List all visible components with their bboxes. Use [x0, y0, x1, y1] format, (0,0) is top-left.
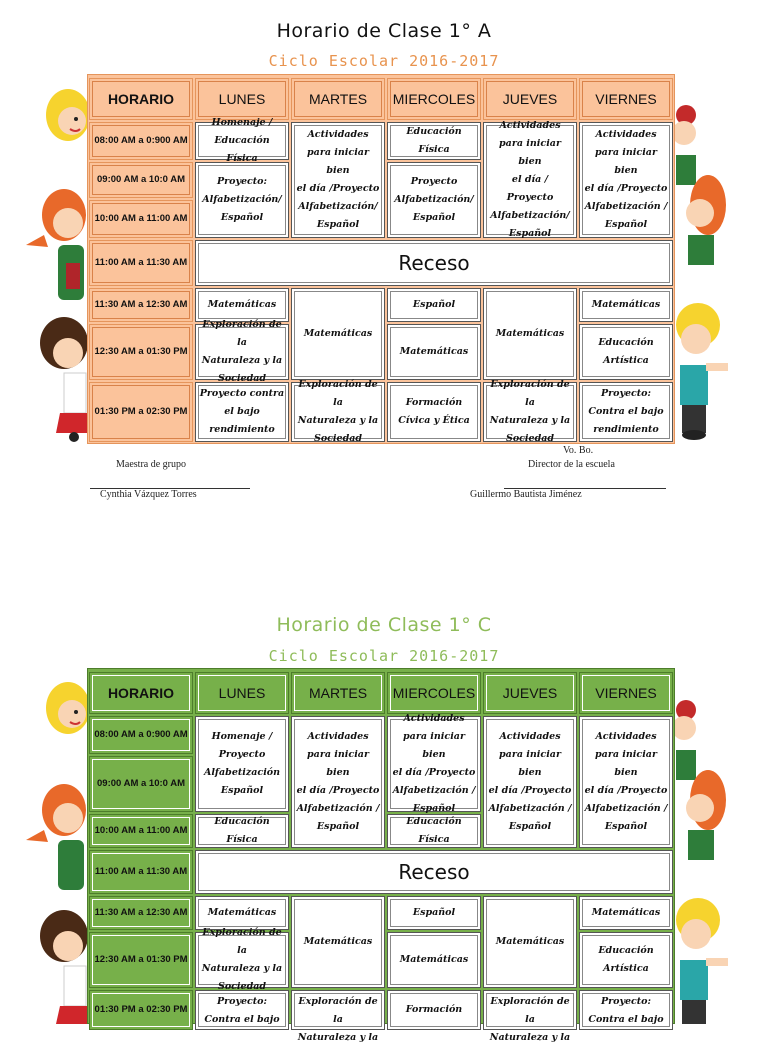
time-slot: 11:00 AM a 11:30 AM: [89, 850, 193, 894]
kid-blonde-girl-icon: [40, 85, 90, 165]
class-cell: Exploración de la Naturaleza y la Sociedad: [195, 324, 289, 380]
class-cell: Exploración de la Naturaleza y la: [483, 990, 577, 1030]
recess-row: Receso: [195, 850, 673, 894]
class-cell: Proyecto: Contra el bajo: [195, 990, 289, 1030]
class-cell: Español: [387, 288, 481, 322]
class-cell: Matemáticas: [483, 896, 577, 988]
schedule-a-title: Horario de Clase 1° A: [276, 20, 492, 42]
schedule-c-cycle: Ciclo Escolar 2016-2017: [268, 647, 500, 665]
class-cell: Formación: [387, 990, 481, 1030]
time-slot: 10:00 AM a 11:00 AM: [89, 200, 193, 238]
time-slot: 09:00 AM a 10:0 AM: [89, 162, 193, 198]
header-jueves: JUEVES: [483, 78, 577, 120]
time-slot: 11:30 AM a 12:30 AM: [89, 288, 193, 322]
schedule-c: [0, 600, 768, 1043]
kid-boy-icon: [676, 295, 736, 445]
kid-blonde-girl-icon: [40, 678, 90, 758]
class-cell: Exploración de la Naturaleza y la Sociedad: [291, 382, 385, 442]
time-slot: 10:00 AM a 11:00 AM: [89, 814, 193, 848]
class-cell: Exploración de la Naturaleza y la: [291, 990, 385, 1030]
recess-row: Receso: [195, 240, 673, 286]
class-cell: Matemáticas: [291, 288, 385, 380]
time-slot: 11:00 AM a 11:30 AM: [89, 240, 193, 286]
schedule-c-title: Horario de Clase 1° C: [276, 614, 492, 636]
kid-boy-icon: [676, 890, 736, 1024]
kid-redhead-girl-icon: [676, 95, 726, 265]
header-miercoles: MIERCOLES: [387, 78, 481, 120]
class-cell: Actividades para iniciar bien el día /Proyecto Alfabetización / Español: [579, 716, 673, 848]
class-cell: Actividades para iniciar bien el día /Proyecto Alfabetización / Español: [579, 122, 673, 238]
kid-brunette-girl-icon: [26, 315, 90, 445]
class-cell: Educación Artística: [579, 324, 673, 380]
header-viernes: VIERNES: [579, 78, 673, 120]
class-cell: Matemáticas: [387, 324, 481, 380]
class-cell: Proyecto: Contra el bajo rendimiento: [579, 382, 673, 442]
class-cell: Matemáticas: [483, 288, 577, 380]
time-slot: 09:00 AM a 10:0 AM: [89, 756, 193, 812]
header-martes: MARTES: [291, 78, 385, 120]
class-cell: Matemáticas: [195, 288, 289, 322]
class-cell: Matemáticas: [579, 288, 673, 322]
teacher-role: Maestra de grupo: [116, 459, 186, 470]
class-cell: Proyecto: Contra el bajo: [579, 990, 673, 1030]
header-jueves: JUEVES: [483, 672, 577, 714]
class-cell: Exploración de la Naturaleza y la Sociedad: [483, 382, 577, 442]
class-cell: Proyecto contra el bajo rendimiento: [195, 382, 289, 442]
class-cell: Exploración de la Naturaleza y la Sociedad: [195, 932, 289, 988]
time-slot: 08:00 AM a 0:900 AM: [89, 122, 193, 160]
class-cell: Español: [387, 896, 481, 930]
class-cell: Actividades para iniciar bien el día /Proyecto Alfabetización / Español: [387, 716, 481, 812]
header-miercoles: MIERCOLES: [387, 672, 481, 714]
header-lunes: LUNES: [195, 672, 289, 714]
class-cell: Proyecto Alfabetización/ Español: [387, 162, 481, 238]
kid-redhead-girl-icon: [22, 185, 88, 315]
class-cell: Actividades para iniciar bien el día / Proyecto Alfabetización/ Español: [483, 122, 577, 238]
time-slot: 01:30 PM a 02:30 PM: [89, 990, 193, 1030]
class-cell: Matemáticas: [579, 896, 673, 930]
time-slot: 11:30 AM a 12:30 AM: [89, 896, 193, 930]
class-cell: Actividades para iniciar bien el día /Proyecto Alfabetización / Español: [483, 716, 577, 848]
class-cell: Homenaje / Educación Física: [195, 122, 289, 160]
class-cell: Proyecto: Alfabetización/ Español: [195, 162, 289, 238]
schedule-a-cycle: Ciclo Escolar 2016-2017: [268, 52, 500, 70]
class-cell: Homenaje / Proyecto Alfabetización Español: [195, 716, 289, 812]
time-slot: 12:30 AM a 01:30 PM: [89, 324, 193, 380]
header-viernes: VIERNES: [579, 672, 673, 714]
header-lunes: LUNES: [195, 78, 289, 120]
director-name: Guillermo Bautista Jiménez: [470, 489, 582, 500]
header-horario: HORARIO: [89, 672, 193, 714]
header-horario: HORARIO: [89, 78, 193, 120]
class-cell: Formación Cívica y Ética: [387, 382, 481, 442]
time-slot: 12:30 AM a 01:30 PM: [89, 932, 193, 988]
class-cell: Actividades para iniciar bien el día /Proyecto Alfabetización/ Español: [291, 122, 385, 238]
class-cell: Educación Física: [195, 814, 289, 848]
time-slot: 01:30 PM a 02:30 PM: [89, 382, 193, 442]
vobo-label: Vo. Bo.: [563, 445, 594, 456]
teacher-name: Cynthia Vázquez Torres: [100, 489, 197, 500]
class-cell: Educación Artística: [579, 932, 673, 988]
class-cell: Educación Física: [387, 122, 481, 160]
schedule-a: [0, 0, 768, 520]
class-cell: Matemáticas: [291, 896, 385, 988]
class-cell: Actividades para iniciar bien el día /Proyecto Alfabetización / Español: [291, 716, 385, 848]
kid-redhead-girl-icon: [676, 690, 726, 860]
kid-redhead-girl-icon: [22, 780, 88, 900]
class-cell: Matemáticas: [195, 896, 289, 930]
director-role: Director de la escuela: [528, 459, 615, 470]
time-slot: 08:00 AM a 0:900 AM: [89, 716, 193, 754]
class-cell: Educación Física: [387, 814, 481, 848]
class-cell: Matemáticas: [387, 932, 481, 988]
header-martes: MARTES: [291, 672, 385, 714]
kid-brunette-girl-icon: [26, 908, 90, 1024]
